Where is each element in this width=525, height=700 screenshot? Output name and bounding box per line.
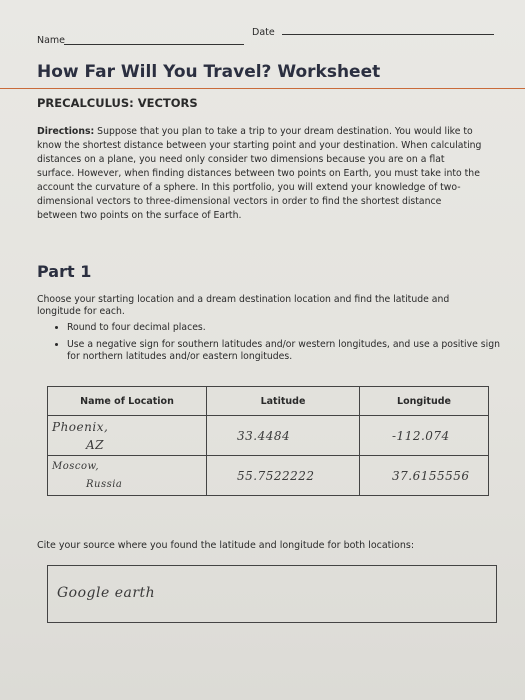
part1-heading: Part 1 bbox=[37, 262, 92, 281]
location-name-line2: Russia bbox=[86, 478, 123, 490]
table-row bbox=[48, 456, 489, 496]
part1-instruction: Choose your starting location and a dream destination location and find the latitude and longitude for each. bbox=[37, 294, 450, 317]
longitude-cell[interactable] bbox=[360, 456, 489, 496]
directions-text: Suppose that you plan to take a trip to your dream destination. You would like to know the shortest distance between your starting point and your destination. When calculating distances on a plane, you need only consider two dimensions because you are on a flat surface. However, when finding distances between two points on Earth, you must take into the account the curvature of a sphere. In this portfolio, you will extend your knowledge of two-dimensional vectors to three-dimensional vectors in order to find the shortest distance between two points on the surface of Earth. bbox=[37, 126, 482, 221]
column-header-location: Name of Location bbox=[48, 387, 207, 416]
column-header-latitude: Latitude bbox=[207, 387, 360, 416]
column-header-longitude: Longitude bbox=[360, 387, 489, 416]
longitude-value: 37.6155556 bbox=[392, 468, 470, 483]
longitude-cell[interactable] bbox=[360, 416, 489, 456]
latitude-cell[interactable] bbox=[207, 416, 360, 456]
date-label: Date bbox=[252, 27, 275, 38]
directions-paragraph bbox=[37, 125, 482, 223]
course-subtitle: PRECALCULUS: VECTORS bbox=[37, 96, 198, 110]
name-label: Name bbox=[37, 35, 66, 46]
location-name-line2: AZ bbox=[86, 437, 105, 452]
location-name-line1: Phoenix, bbox=[52, 419, 109, 434]
bullet-item: • Round to four decimal places. bbox=[67, 322, 507, 334]
directions-label: Directions: bbox=[37, 126, 95, 137]
latitude-cell[interactable] bbox=[207, 456, 360, 496]
date-field[interactable] bbox=[282, 34, 494, 35]
table-row bbox=[48, 416, 489, 456]
worksheet-title: How Far Will You Travel? Worksheet bbox=[37, 62, 381, 82]
title-divider bbox=[0, 88, 525, 89]
part1-bullet-list bbox=[37, 322, 507, 368]
longitude-value: -112.074 bbox=[392, 428, 450, 443]
table-header-row bbox=[48, 387, 489, 416]
bullet-item: • Use a negative sign for southern latitudes and/or western longitudes, and use a positive sign for northern latitudes and/or eastern longitudes. bbox=[67, 339, 507, 363]
latitude-value: 33.4484 bbox=[237, 428, 291, 443]
source-prompt: Cite your source where you found the latitude and longitude for both locations: bbox=[37, 540, 415, 551]
location-name-cell[interactable] bbox=[48, 456, 207, 496]
location-table bbox=[47, 386, 489, 496]
source-answer-text: Google earth bbox=[57, 585, 156, 601]
latitude-value: 55.7522222 bbox=[237, 468, 315, 483]
name-field[interactable] bbox=[64, 44, 244, 45]
location-name-cell[interactable] bbox=[48, 416, 207, 456]
location-name-line1: Moscow, bbox=[52, 460, 100, 472]
